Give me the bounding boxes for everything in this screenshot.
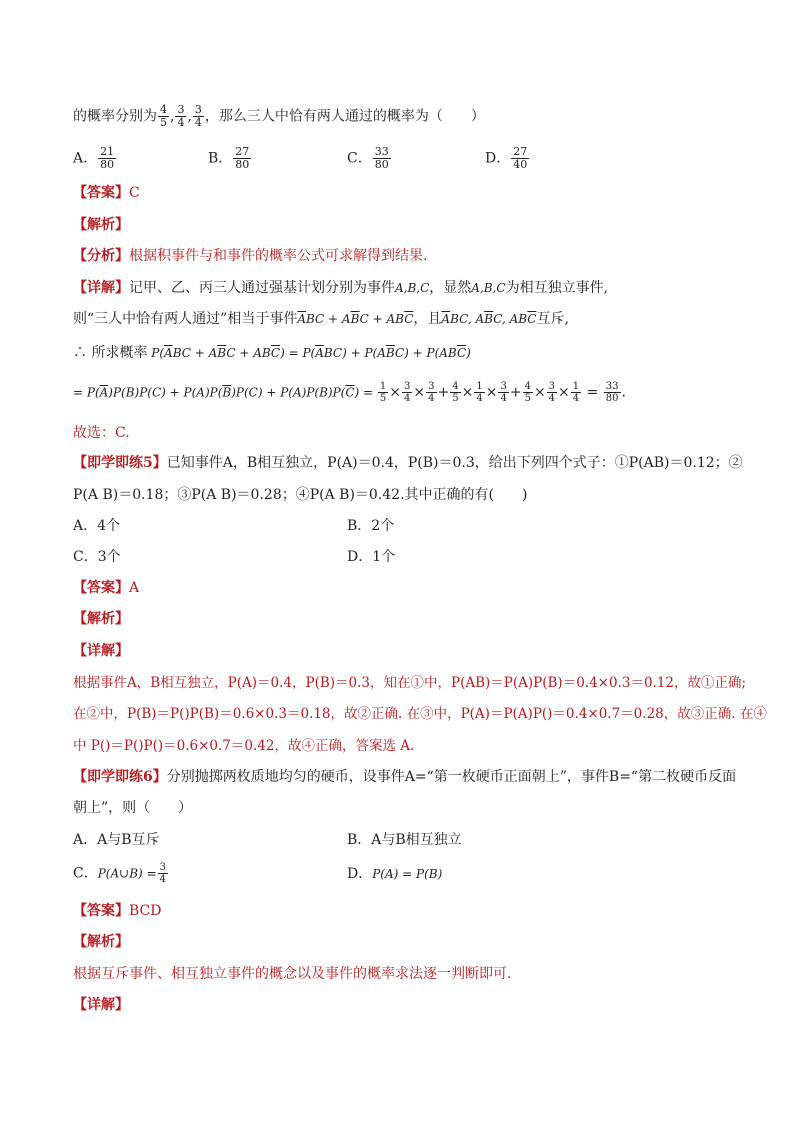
answer-value: C	[129, 185, 140, 201]
q5-option-c: C．3个	[73, 549, 121, 565]
prob-frac-2: $\frac{3}{4}$	[177, 103, 185, 129]
option-a: A． $\frac{21}{80}$	[73, 145, 115, 171]
q6-stem-2: 朝上”，则（ ）	[73, 800, 193, 816]
xiangjie-line-1: 【详解】记甲、乙、丙三人通过强基计划分别为事件A,B,C，显然A,B,C为相互独立事件,	[73, 280, 609, 296]
q5-jiexi: 【解析】	[73, 611, 129, 627]
q6-stem-1: 【即学即练6】分别抛掷两枚质地均匀的硬币，设事件A=“第一枚硬币正面朝上”，事件B=“第二枚硬币反面	[73, 769, 737, 785]
question-prev-stem: 的概率分别为 $\frac{4}{5}$ , $\frac{3}{4}$ , $\frac{3}{4}$ ，那么三人中恰有两人通过的概率为（ ）	[73, 103, 485, 129]
jiexi-line: 【解析】	[73, 217, 129, 233]
q6-answer: 【答案】BCD	[73, 903, 162, 919]
q6-option-b: B．A与B相互独立	[347, 832, 462, 848]
q5-stem-2: P(A B)＝0.18；③P(A B)＝0.28；④P(A B)＝0.42.其中正确的有( )	[73, 487, 528, 503]
xiangjie-line-4: = $P(\overline{A})P(B)P(C) + P(A)P(\overline{B})P(C) + P(A)P(B)P(\overline{C})$ = $\frac{1}{5}$ × $\frac{3}{4}$ × $\frac{3}{4}$ + $\frac{4}{5}$ × $\frac{1}{4}$ × $\frac{3}{4}$ + $\frac{4}{5}$ × $\frac{3}{4}$ × $\frac{1}{4}$ = $\frac{33}{80}$ .	[73, 381, 626, 404]
q5-stem-1: 【即学即练5】已知事件A，B相互独立，P(A)＝0.4，P(B)＝0.3，给出下列四个式子：①P(AB)＝0.12；②	[73, 455, 743, 471]
q6-option-c: C．P(A∪B) = $\frac{3}{4}$	[73, 862, 166, 885]
prob-frac-1: $\frac{4}{5}$	[160, 103, 167, 129]
stem-text-before: 的概率分别为	[73, 108, 157, 125]
q5-option-d: D．1个	[347, 549, 396, 565]
q6-exp: 根据互斥事件、相互独立事件的概念以及事件的概率求法逐一判断即可.	[73, 966, 512, 982]
fenxi-line: 【分析】根据积事件与和事件的概率公式可求解得到结果.	[73, 248, 428, 264]
q5-exp-3: 中 P()＝P()P()＝0.6×0.7＝0.42，故④正确，答案选 A.	[73, 738, 415, 754]
q5-exp-2: 在②中，P(B)＝P()P(B)＝0.6×0.3＝0.18，故②正确. 在③中，P(A)＝P(A)P()＝0.4×0.7＝0.28，故③正确. 在④	[73, 706, 767, 722]
q5-xiangjie: 【详解】	[73, 643, 129, 659]
option-c: C． $\frac{33}{80}$	[347, 145, 389, 171]
q5-option-a: A．4个	[73, 518, 121, 534]
xiangjie-line-3: ∴ 所求概率 $P(\overline{A}BC + A\overline{B}C + AB\overline{C}) = P(\overline{A}BC) + P(A\overline{B}C) + P(AB\overline{C})$	[73, 345, 471, 361]
conclusion-line: 故选：C.	[73, 425, 130, 441]
option-b: B． $\frac{27}{80}$	[208, 145, 250, 171]
q5-option-b: B．2个	[347, 518, 395, 534]
q5-answer: 【答案】A	[73, 580, 140, 596]
xiangjie-line-2: 则“三人中恰有两人通过”相当于事件$\overline{A}BC + A\overline{B}C + AB\overline{C}$，且$\overline{A}BC$, $A\overline{B}C$, $AB\overline{C}$互斥,	[73, 311, 569, 327]
answer-line	[73, 183, 140, 203]
q5-exp-1: 根据事件A，B相互独立，P(A)＝0.4，P(B)＝0.3，知在①中，P(AB)＝P(A)P(B)＝0.4×0.3＝0.12，故①正确;	[73, 675, 747, 691]
q6-jiexi: 【解析】	[73, 934, 129, 950]
prob-frac-3: $\frac{3}{4}$	[194, 103, 202, 129]
q6-xiangjie: 【详解】	[73, 997, 129, 1013]
answer-tag: 【答案】	[73, 185, 129, 201]
q6-option-d: D．P(A) = P(B)	[347, 866, 443, 882]
stem-text-after: ，那么三人中恰有两人通过的概率为（ ）	[204, 108, 485, 125]
option-d: D． $\frac{27}{40}$	[485, 145, 528, 171]
q6-option-a: A．A与B互斥	[73, 832, 160, 848]
